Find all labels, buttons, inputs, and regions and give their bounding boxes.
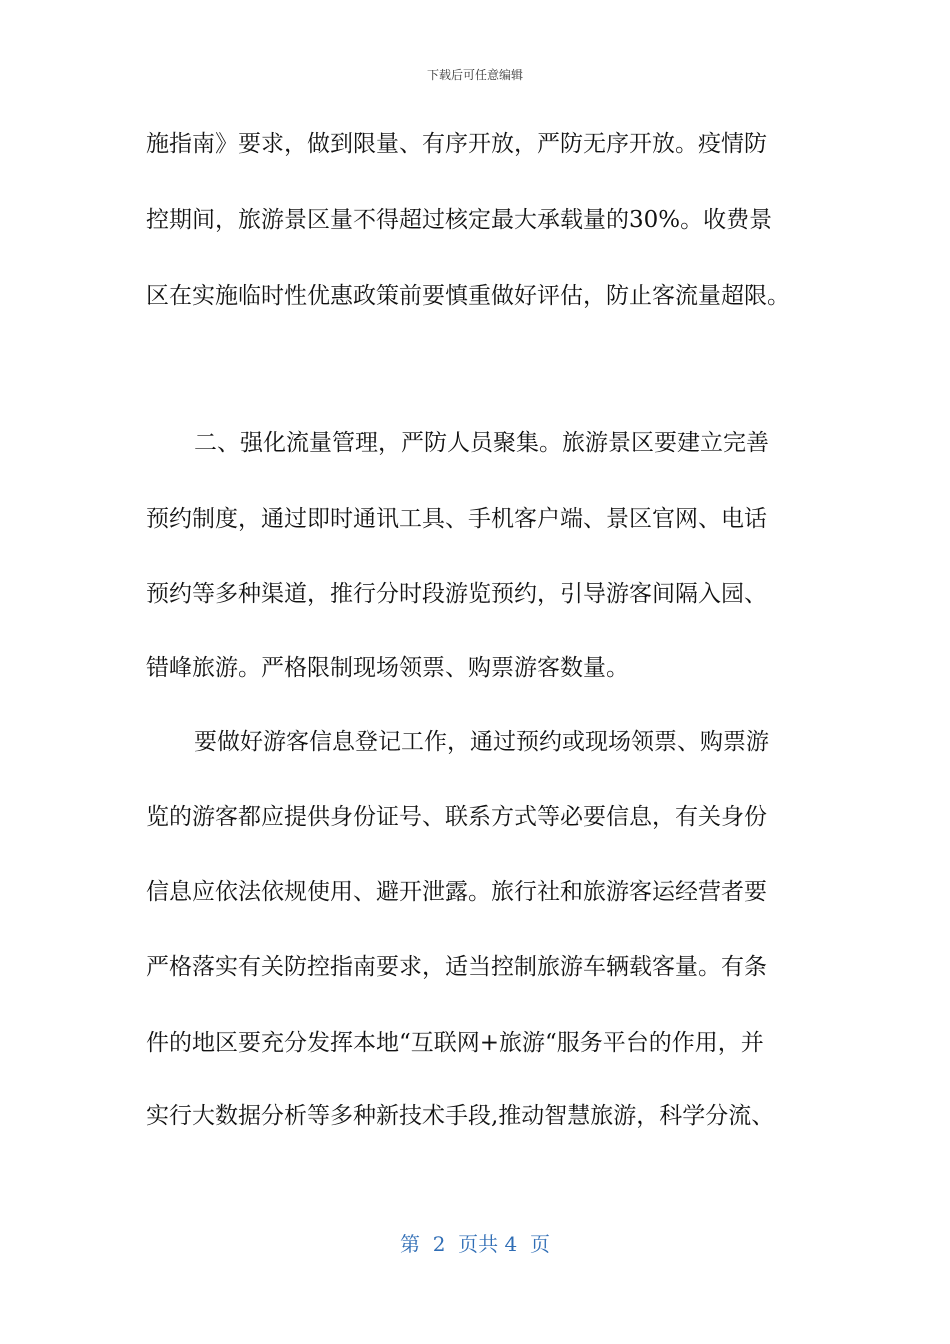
text-line: 错峰旅游。严格限制现场领票、购票游客数量。: [146, 655, 629, 681]
text-line: 信息应依法依规使用、避开泄露。旅行社和旅游客运经营者要: [146, 879, 767, 905]
text-line: 预约等多种渠道，推行分时段游览预约，引导游客间隔入园、: [146, 581, 767, 607]
text-line: 件的地区要充分发挥本地“互联网+旅游“服务平台的作用，并: [146, 1030, 764, 1056]
text-line: 区在实施临时性优惠政策前要慎重做好评估，防止客流量超限。: [146, 283, 790, 309]
text-line: 预约制度，通过即时通讯工具、手机客户端、景区官网、电话: [146, 506, 767, 532]
text-line: 施指南》要求，做到限量、有序开放，严防无序开放。疫情防: [146, 131, 767, 157]
text-line: 二、强化流量管理，严防人员聚集。旅游景区要建立完善: [194, 430, 769, 456]
text-line: 览的游客都应提供身份证号、联系方式等必要信息，有关身份: [146, 804, 767, 830]
text-line: 要做好游客信息登记工作，通过预约或现场领票、购票游: [194, 729, 769, 755]
text-line: 控期间，旅游景区量不得超过核定最大承载量的30%。收费景: [146, 207, 773, 233]
page-footer: 第 2 页共 4 页: [400, 1232, 550, 1256]
text-line: 严格落实有关防控指南要求，适当控制旅游车辆载客量。有条: [146, 954, 767, 980]
text-line: 实行大数据分析等多种新技术手段,推动智慧旅游，科学分流、: [146, 1103, 775, 1129]
page-header: 下载后可任意编辑: [426, 68, 523, 82]
